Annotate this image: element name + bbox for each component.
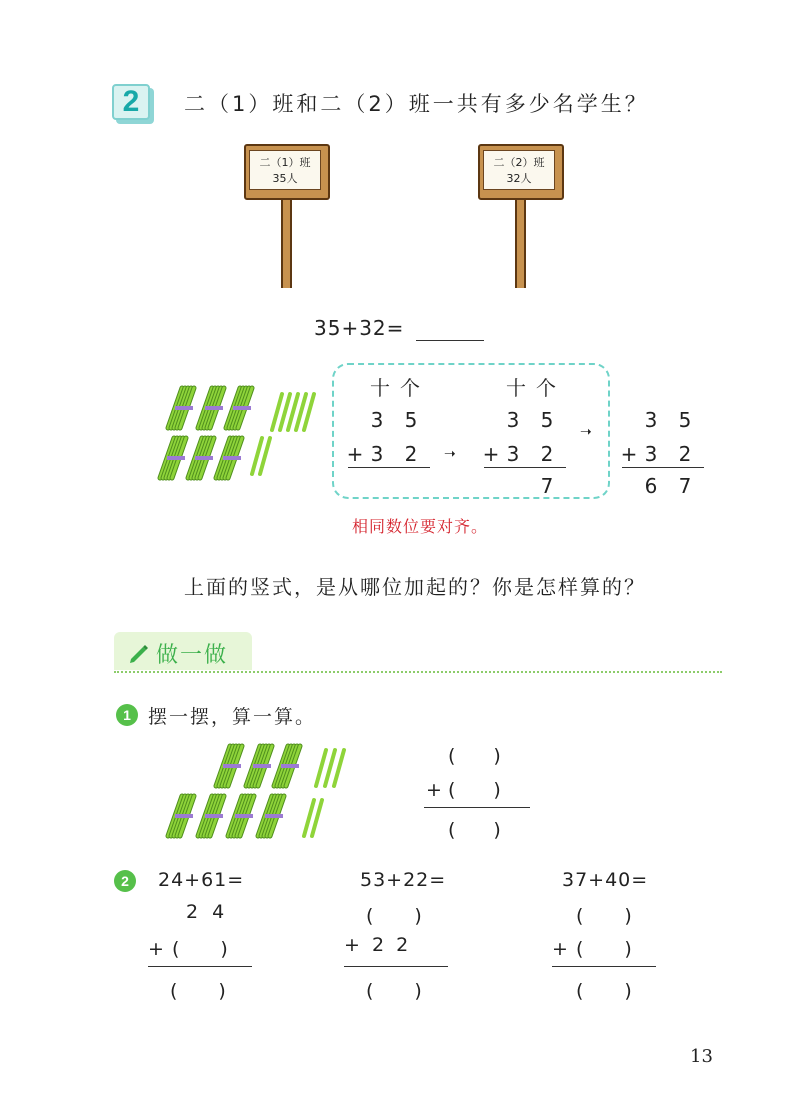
step3-result-ones: 7 — [678, 474, 692, 498]
step1-top-ones: 5 — [404, 408, 418, 432]
step3-bottom-ones: 2 — [678, 442, 692, 466]
stick-bundle — [258, 796, 284, 836]
practice-title: 做一做 — [156, 643, 229, 668]
page-number: 13 — [690, 1046, 713, 1067]
item-1-text: 摆一摆，算一算。 — [148, 706, 317, 728]
sticks-illustration-practice — [166, 744, 366, 844]
step2-result-ones: 7 — [540, 474, 554, 498]
problem-3-bottom[interactable]: + ( ) — [552, 938, 633, 960]
item-1-blank-result[interactable]: ( ) — [448, 819, 501, 841]
step2-rule — [484, 467, 566, 468]
problem-1-bottom[interactable]: + ( ) — [148, 938, 229, 960]
step1-operator: + — [346, 442, 364, 466]
step2-top-ones: 5 — [540, 408, 554, 432]
item-1-number: 1 — [116, 704, 138, 726]
problem-2-top[interactable]: ( ) — [366, 905, 423, 927]
ones-header: 个 — [400, 376, 420, 400]
problem-2-rule — [344, 966, 448, 967]
step2-bottom-tens: 3 — [506, 442, 520, 466]
ones-header: 个 — [536, 376, 556, 400]
problem-1-equation: 24+61= — [158, 869, 245, 891]
item-2-number: 2 — [114, 870, 136, 892]
stick-bundle — [246, 746, 272, 786]
stick-bundle — [274, 746, 300, 786]
problem-3-equation: 37+40= — [562, 869, 649, 891]
stick-bundle — [188, 438, 214, 478]
example-number-badge — [112, 84, 154, 124]
stick-bundle — [216, 438, 242, 478]
item-1-blank-mid[interactable]: + ( ) — [426, 779, 501, 801]
step3-operator: + — [620, 442, 638, 466]
problem-2-bottom: + 2 2 — [344, 934, 412, 956]
follow-up-question: 上面的竖式，是从哪位加起的？你是怎样算的？ — [184, 575, 646, 599]
sign-count-label: 35人 — [272, 172, 298, 185]
problem-3-rule — [552, 966, 656, 967]
problem-1-result[interactable]: ( ) — [170, 980, 227, 1002]
stick-bundle — [228, 796, 254, 836]
arrow-icon: ➝ — [444, 446, 456, 462]
step2-top-tens: 3 — [506, 408, 520, 432]
item-1-rule — [424, 807, 530, 808]
problem-2-equation: 53+22= — [360, 869, 447, 891]
stick-bundle — [226, 388, 252, 428]
step1-bottom-tens: 3 — [370, 442, 384, 466]
step1-top-tens: 3 — [370, 408, 384, 432]
sign-class-label: 二（1）班 — [259, 156, 311, 169]
problem-2-result[interactable]: ( ) — [366, 980, 423, 1002]
stick-bundle — [216, 746, 242, 786]
item-1-blank-top[interactable]: ( ) — [448, 745, 501, 767]
stick-bundle — [198, 388, 224, 428]
arrow-icon: ➝ — [580, 424, 592, 440]
step3-rule — [622, 467, 704, 468]
stick-bundle — [198, 796, 224, 836]
sign-class-1 — [242, 144, 334, 294]
step2-operator: + — [482, 442, 500, 466]
sign-class-2 — [476, 144, 568, 294]
step3-bottom-tens: 3 — [644, 442, 658, 466]
alignment-note: 相同数位要对齐。 — [352, 517, 489, 536]
problem-3-top[interactable]: ( ) — [576, 905, 633, 927]
sticks-illustration-example — [160, 380, 320, 490]
step3-top-tens: 3 — [644, 408, 658, 432]
step2-bottom-ones: 2 — [540, 442, 554, 466]
problem-3-result[interactable]: ( ) — [576, 980, 633, 1002]
problem-1-rule — [148, 966, 252, 967]
stick-bundle — [160, 438, 186, 478]
practice-divider — [114, 671, 722, 673]
pencil-icon — [128, 642, 150, 664]
step1-bottom-ones: 2 — [404, 442, 418, 466]
step3-result-tens: 6 — [644, 474, 658, 498]
answer-blank[interactable] — [416, 340, 484, 341]
example-question: 二（1）班和二（2）班一共有多少名学生？ — [184, 92, 649, 116]
stick-bundle — [168, 796, 194, 836]
step1-rule — [348, 467, 430, 468]
step3-top-ones: 5 — [678, 408, 692, 432]
example-equation: 35+32= — [314, 316, 405, 340]
problem-1-top: 2 4 — [186, 901, 229, 923]
example-number: 2 — [112, 84, 150, 120]
stick-bundle — [168, 388, 194, 428]
sign-class-label: 二（2）班 — [493, 156, 545, 169]
tens-header: 十 — [370, 376, 390, 400]
sign-count-label: 32人 — [506, 172, 532, 185]
tens-header: 十 — [506, 376, 526, 400]
